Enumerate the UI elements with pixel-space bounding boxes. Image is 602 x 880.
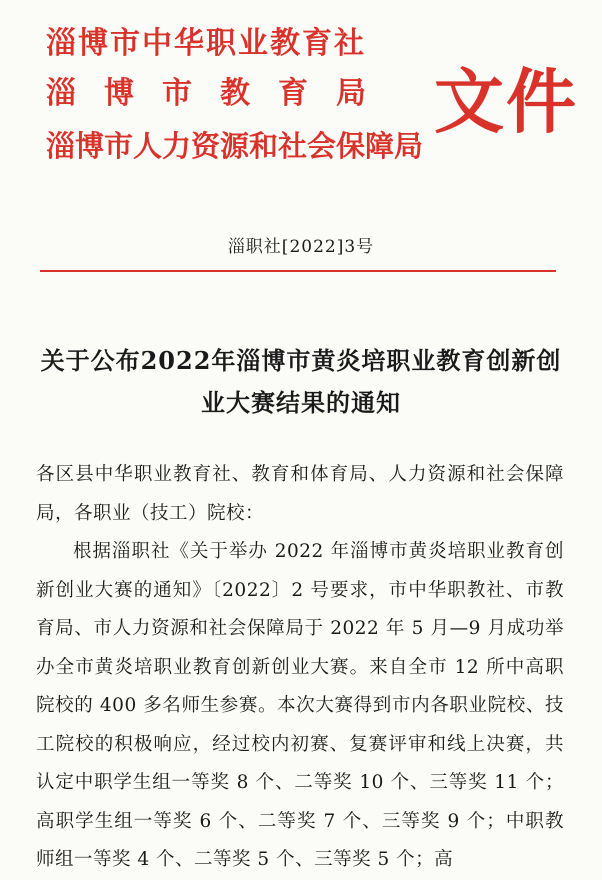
document-header xyxy=(46,18,578,178)
body-paragraph: 根据淄职社《关于举办 2022 年淄博市黄炎培职业教育创新创业大赛的通知》〔2022〕2 号要求，市中华职教社、市教育局、市人力资源和社会保障局于 2022 年 5 月—9 月成功举办全市黄炎培职业教育创新创业大赛。来自全市 12 所中高职院校的 400 多名师生参赛。本次大赛得到市内各职业院校、技工院校的积极响应，经过校内初赛、复赛评审和线上决赛，共认定中职学生组一等奖 8 个、二等奖 10 个、三等奖 11 个；高职学生组一等奖 6 个、二等奖 7 个、三等奖 9 个；中职教师组一等奖 4 个、二等奖 5 个、三等奖 5 个；高 xyxy=(36,541,564,870)
document-body xyxy=(36,456,564,880)
recipients-line: 各区县中华职业教育社、教育和体育局、人力资源和社会保障局，各职业（技工）院校： xyxy=(36,464,564,524)
document-number: 淄职社[2022]3号 xyxy=(227,237,375,257)
document-title: 关于公布2022年淄博市黄炎培职业教育创新创业大赛结果的通知 xyxy=(40,346,562,417)
issuer-name-2: 淄博市教育局 xyxy=(46,76,394,111)
document-type-label: 文件 xyxy=(434,61,578,143)
issuer-name-1: 淄博市中华职业教育社 xyxy=(46,26,366,61)
issuer-name-3: 淄博市人力资源和社会保障局 xyxy=(46,129,424,163)
red-divider xyxy=(40,270,556,272)
